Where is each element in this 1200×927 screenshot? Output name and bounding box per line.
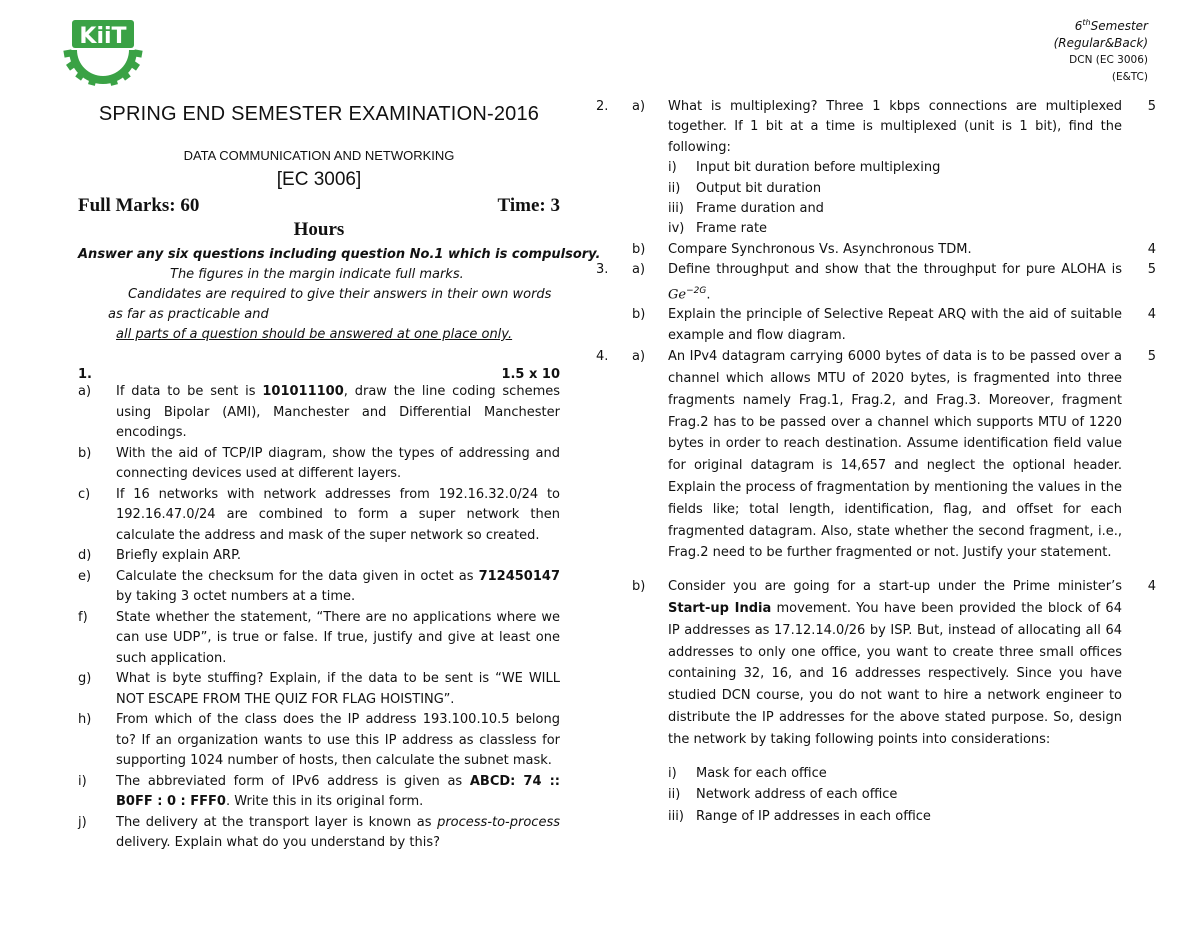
q1-part-b: b) With the aid of TCP/IP diagram, show the types of addressing and connecting devices used at different layers. [78,445,560,481]
q1-part-i: i) The abbreviated form of IPv6 address is given as ABCD: 74 :: B0FF : 0 : FFF0. Write this in its original form. [78,773,560,809]
instructions [78,245,601,345]
instruction-5: all parts of a question should be answered at one place only. [116,327,513,342]
instruction-1: Answer any six questions including question No.1 which is compulsory. [78,247,601,262]
q3-part-a: 3. a) Define throughput and show that the throughput for pure ALOHA is $Ge^{-2G}$. 5 [596,260,1156,305]
q1-part-a: a) If data to be sent is 101011100, draw the line coding schemes using Bipolar (AMI), Manchester and Differential Manchester encodings. [78,384,561,440]
q4-part-a: 4. a) An IPv4 datagram carrying 6000 bytes of data is to be passed over a channel which allows MTU of 2020 bytes, is fragmented into three fragments namely Frag.1, Frag.2, and Frag.3. Moreover, fragment Frag.2 has to be passed over a channel which supports MTU of 1220 bytes in order to reach destination. Assume identification field value for original datagram is 14,657 and neglect the optional header. Explain the process of fragmentation by mentioning the values in the fields like; total length, identification, flag, and offset for each fragmented datagram. Also, state whether the second fragment, i.e., Frag.2 need to be further fragmented or not. Justify your statement. 5 [596,346,1156,564]
svg-text:KiiT: KiiT [79,24,127,49]
marks-time-row [78,195,560,217]
instruction-3: Candidates are required to give their answers in their own words [128,287,552,302]
q1-part-j: j) The delivery at the transport layer is known as process-to-process delivery. Explain what do you understand by this? [78,814,560,850]
subject-code: [EC 3006] [276,169,362,190]
q1-part-h: h) From which of the class does the IP address 193.100.10.5 belong to? If an organization wants to use this IP address as classless for supporting 1024 number of hosts, then calculate the subnet mask. [78,712,560,768]
right-column [596,97,1156,828]
q1-part-d: d) Briefly explain ARP. [78,548,242,563]
hours: Hours [293,219,345,240]
course-code: DCN (EC 3006) [1069,54,1148,66]
q3-part-b: b) Explain the principle of Selective Repeat ARQ with the aid of suitable example and flow diagram. 4 [596,305,1156,346]
q1-part-e: e) Calculate the checksum for the data given in octet as 712450147 by taking 3 octet numbers at a time. [78,568,560,604]
q4a-marks: 5 [1147,349,1156,365]
q2a-marks: 5 [1147,99,1156,114]
q1-part-g: g) What is byte stuffing? Explain, if the data to be sent is “WE WILL NOT ESCAPE FROM THE QUIZ FOR FLAG HOISTING”. [78,671,560,707]
branch: (E&TC) [1111,71,1148,83]
semester-info: 6thSemester (Regular&Back) DCN (EC 3006) (E&TC) [1054,14,1148,86]
left-column [78,95,601,854]
question-number: 1. [78,367,92,382]
question-marks: 1.5 x 10 [501,367,560,382]
q1-part-f: f) State whether the statement, “There are no applications where we can use UDP”, is true or false. If true, justify and give at least one such application. [78,609,560,666]
kiit-logo [58,14,148,86]
q3b-marks: 4 [1147,307,1156,323]
q2-part-b: b) Compare Synchronous Vs. Asynchronous TDM. 4 [596,240,1156,260]
exam-type: (Regular&Back) [1053,36,1148,50]
q3a-marks: 5 [1147,262,1156,278]
exam-title: SPRING END SEMESTER EXAMINATION-2016 [98,103,540,125]
instruction-4: as far as practicable and [108,307,269,322]
q2b-marks: 4 [1147,241,1156,257]
q2-part-a: 2. a) What is multiplexing? Three 1 kbps connections are multiplexed together. If 1 bit at a time is multiplexed (unit is 1 bit), find the following: i) Input bit duration before multiplexing ii) Output bit duration iii) Frame duration and iv) Frame rate 5 [596,97,1156,240]
subject-name: DATA COMMUNICATION AND NETWORKING [183,148,455,163]
full-marks: Full Marks: 60 [78,195,200,216]
question-1-header [78,367,560,382]
q4b-marks: 4 [1147,579,1156,595]
instruction-2: The figures in the margin indicate full marks. [170,267,464,282]
q1-part-c: c) If 16 networks with network addresses from 192.16.32.0/24 to 192.16.47.0/24 are combined to form a super network then calculate the address and mask of the super network so created. [78,486,560,543]
q4-part-b: b) Consider you are going for a start-up under the Prime minister’s Start-up India movement. You have been provided the block of 64 IP addresses as 17.12.14.0/26 by ISP. But, instead of allocating all 64 addresses to only one office, you want to create three small offices containing 32, 16, and 16 addresses respectively. Since you have studied DCN course, you do not want to hire a network engineer to distribute the IP addresses for the above stated purpose. So, design the network by taking following points into considerations: i) Mask for each office ii) Network address of each office iii) Range of IP addresses in each office 4 [596,576,1156,828]
time: Time: 3 [497,195,560,216]
